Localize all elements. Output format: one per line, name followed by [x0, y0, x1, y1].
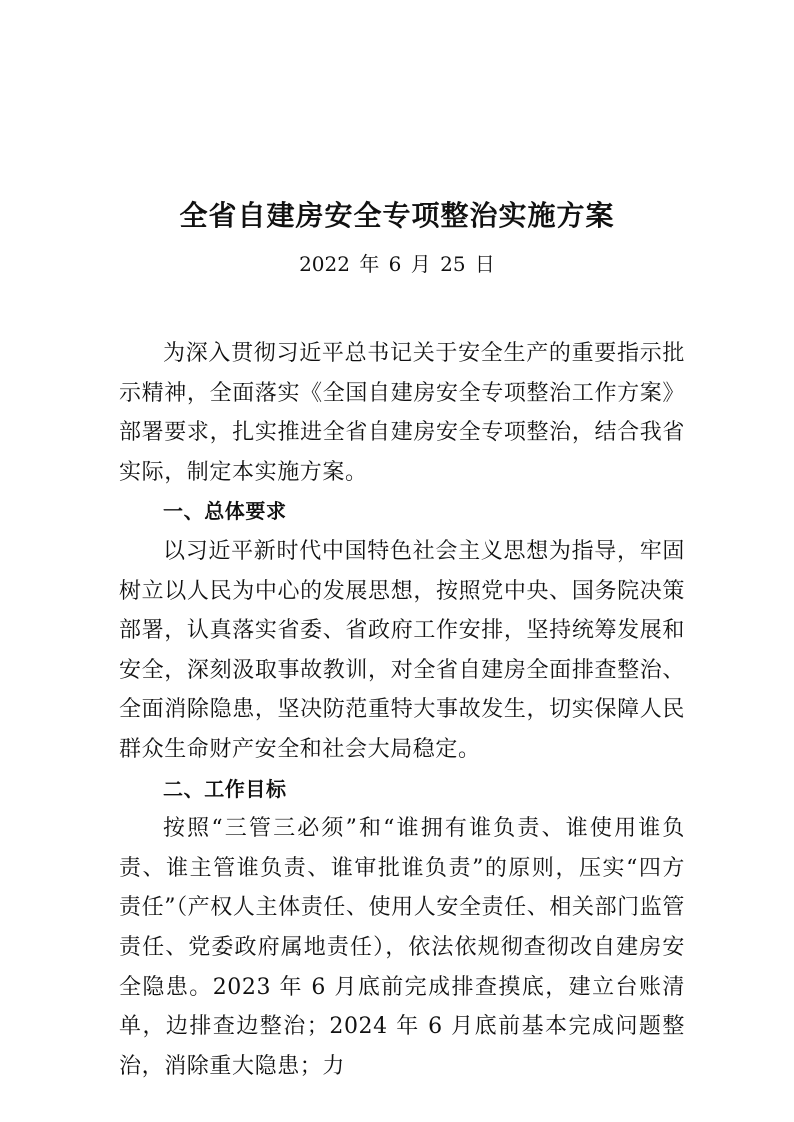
section-work-goals	[119, 770, 685, 1087]
section-paragraph: 按照“三管三必须”和“谁拥有谁负责、谁使用谁负责、谁主管谁负责、谁审批谁负责”的原则，压实“四方责任”（产权人主体责任、使用人安全责任、相关部门监管责任、党委政府属地责任），依法依规彻查彻改自建房安全隐患。2023 年 6 月底前完成排查摸底，建立台账清单，边排查边整治；2024 年 6 月底前基本完成问题整治，消除重大隐患；力	[119, 816, 685, 1079]
section-heading: 一、总体要求	[163, 499, 287, 524]
section-general-requirements	[119, 492, 685, 769]
document-title: 全省自建房安全专项整治实施方案	[179, 199, 615, 232]
section-paragraph: 以习近平新时代中国特色社会主义思想为指导，牢固树立以人民为中心的发展思想，按照党中央、国务院决策部署，认真落实省委、省政府工作安排，坚持统筹发展和安全，深刻汲取事故教训，对全省自建房全面排查整治、全面消除隐患，坚决防范重特大事故发生，切实保障人民群众生命财产安全和社会大局稳定。	[119, 538, 685, 762]
document-date: 2022 年 6 月 25 日	[299, 252, 495, 276]
intro-paragraph: 为深入贯彻习近平总书记关于安全生产的重要指示批示精神，全面落实《全国自建房安全专项整治工作方案》部署要求，扎实推进全省自建房安全专项整治，结合我省实际，制定本实施方案。	[119, 341, 685, 485]
section-heading: 二、工作目标	[163, 776, 287, 801]
document-body	[119, 334, 685, 1086]
